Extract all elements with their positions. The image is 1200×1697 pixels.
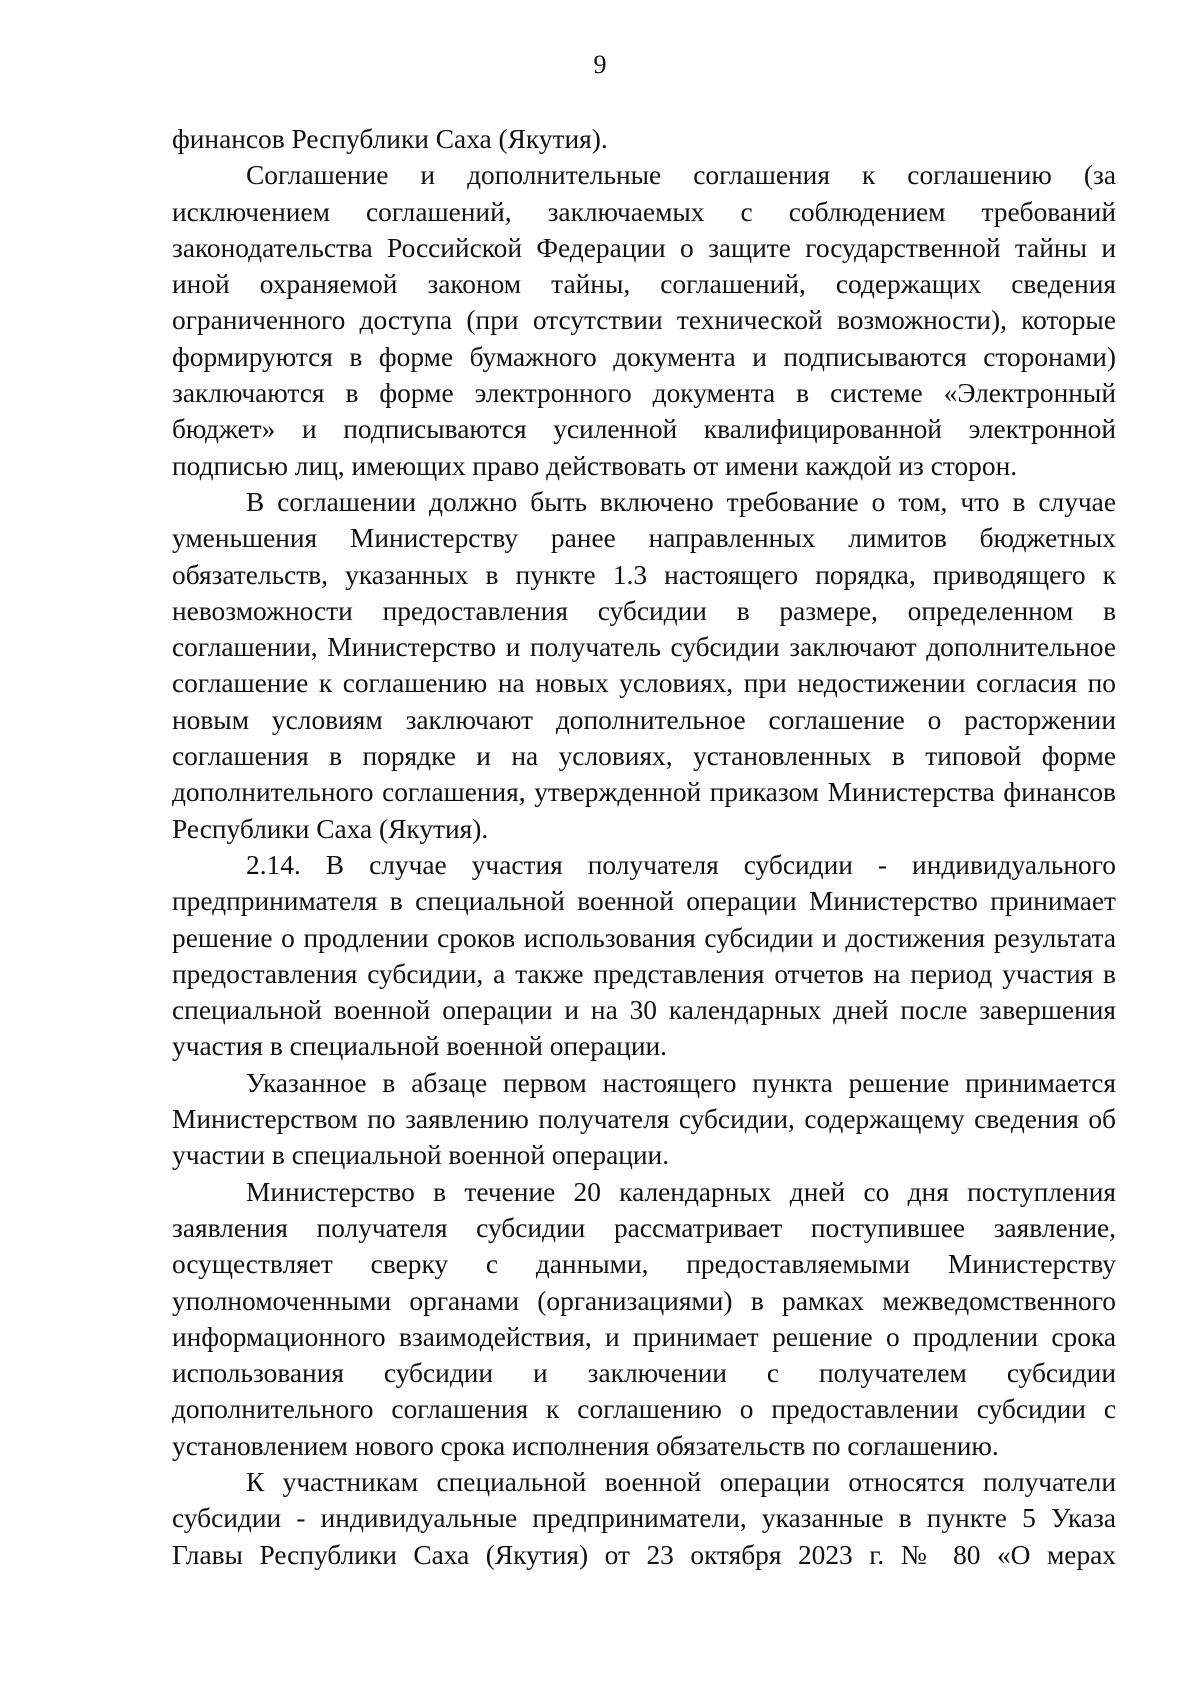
document-body — [172, 121, 1116, 1573]
paragraph-continuation: финансов Республики Саха (Якутия). — [172, 124, 608, 154]
paragraph-agreement-form: Соглашение и дополнительные соглашения к соглашению (за исключением соглашений, заключаемых с соблюдением требований законодательства Российской Федерации о защите государственной тайны и иной охраняемой законом тайны, соглашений, содержащих сведения ограниченного доступа (при отсутствии технической возможности), которые формируются в форме бумажного документа и подписываются сторонами) заключаются в форме электронного документа в системе «Электронный бюджет» и подписываются усиленной квалифицированной электронной подписью лиц, имеющих право действовать от имени каждой из сторон. — [172, 160, 1116, 481]
paragraph-limits-reduction: В соглашении должно быть включено требование о том, что в случае уменьшения Министерству ранее направленных лимитов бюджетных обязательств, указанных в пункте 1.3 настоящего порядка, приводящего к невозможности предоставления субсидии в размере, определенном в соглашении, Министерство и получатель субсидии заключают дополнительное соглашение к соглашению на новых условиях, при недостижении согласия по новым условиям заключают дополнительное соглашение о расторжении соглашения в порядке и на условиях, установленных в типовой форме дополнительного соглашения, утвержденной приказом Министерства финансов Республики Саха (Якутия). — [172, 486, 1116, 844]
page-number: 9 — [593, 50, 607, 79]
paragraph-participants: К участникам специальной военной операции относятся получатели субсидии - индивидуальные предприниматели, указанные в пункте 5 Указа Главы Республики Саха (Якутия) от 23 октября 2023 г. № 80 «О мерах — [172, 1466, 1116, 1570]
paragraph-decision-application: Указанное в абзаце первом настоящего пункта решение принимается Министерством по заявлению получателя субсидии, содержащему сведения об участии в специальной военной операции. — [172, 1067, 1116, 1171]
paragraph-review-period: Министерство в течение 20 календарных дней со дня поступления заявления получателя субсидии рассматривает поступившее заявление, осуществляет сверку с данными, предоставляемыми Министерству уполномоченными органами (организациями) в рамках межведомственного информационного взаимодействия, и принимает решение о продлении срока использования субсидии и заключении с получателем субсидии дополнительного соглашения к соглашению о предоставлении субсидии с установлением нового срока исполнения обязательств по соглашению. — [172, 1176, 1116, 1461]
paragraph-2-14: 2.14. В случае участия получателя субсидии - индивидуального предпринимателя в специальной военной операции Министерство принимает решение о продлении сроков использования субсидии и достижения результата предоставления субсидии, а также представления отчетов на период участия в специальной военной операции и на 30 календарных дней после завершения участия в специальной военной операции. — [172, 849, 1116, 1062]
